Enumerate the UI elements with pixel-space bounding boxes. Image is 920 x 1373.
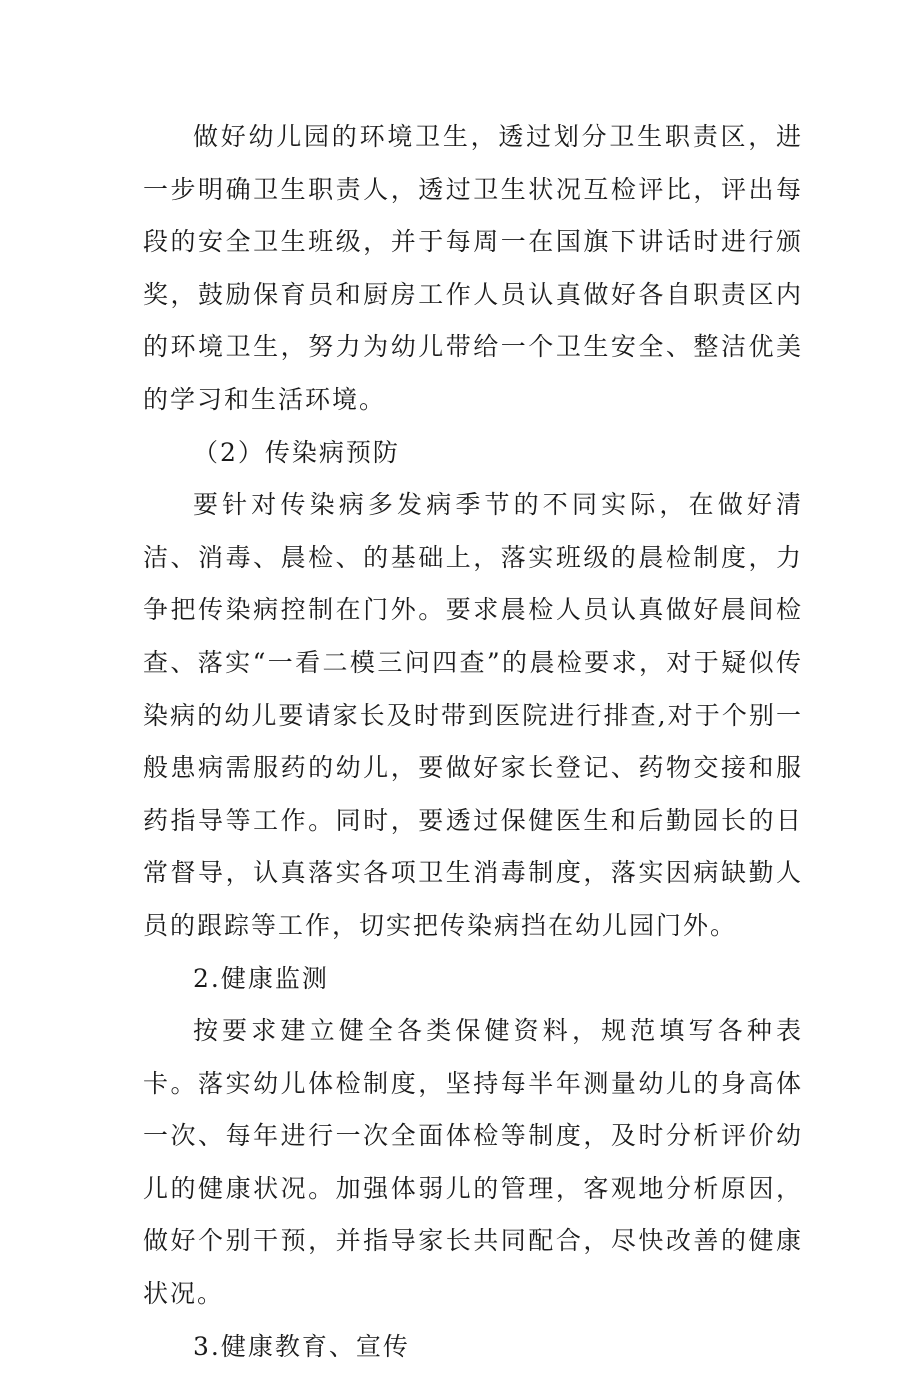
- paragraph-health-monitoring: 按要求建立健全各类保健资料，规范填写各种表卡。落实幼儿体检制度，坚持每半年测量幼儿的身高体一次、每年进行一次全面体检等制度，及时分析评价幼儿的健康状况。加强体弱儿的管理，客观地分析原因，做好个别干预，并指导家长共同配合，尽快改善的健康状况。: [143, 1016, 803, 1309]
- heading-health-education: 3.健康教育、宣传: [193, 1331, 410, 1361]
- paragraph-infectious-disease: 要针对传染病多发病季节的不同实际，在做好清洁、消毒、晨检、的基础上，落实班级的晨检制度，力争把传染病控制在门外。要求晨检人员认真做好晨间检查、落实“一看二模三问四查”的晨检要求，对于疑似传染病的幼儿要请家长及时带到医院进行排查,对于个别一般患病需服药的幼儿，要做好家长登记、药物交接和服药指导等工作。同时，要透过保健医生和后勤园长的日常督导，认真落实各项卫生消毒制度，落实因病缺勤人员的跟踪等工作，切实把传染病挡在幼儿园门外。: [143, 490, 803, 940]
- paragraph-environment-hygiene: 做好幼儿园的环境卫生，透过划分卫生职责区，进一步明确卫生职责人，透过卫生状况互检评比，评出每段的安全卫生班级，并于每周一在国旗下讲话时进行颁奖，鼓励保育员和厨房工作人员认真做好各自职责区内的环境卫生，努力为幼儿带给一个卫生安全、整洁优美的学习和生活环境。: [143, 122, 803, 414]
- heading-health-monitoring: 2.健康监测: [193, 963, 329, 993]
- document-body: [143, 111, 803, 1373]
- heading-infectious-disease-prevention: （2）传染病预防: [193, 437, 400, 467]
